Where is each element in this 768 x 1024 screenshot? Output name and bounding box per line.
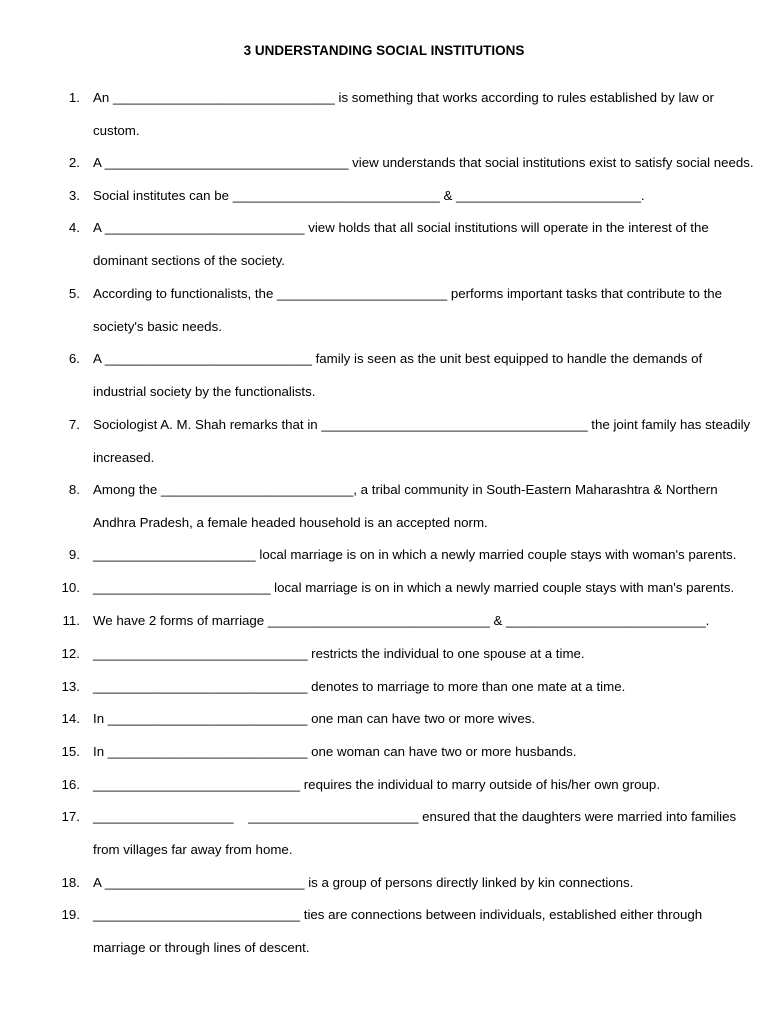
question-number: 14. xyxy=(61,711,80,726)
question-text: _____________________________ denotes to marriage to more than one mate at a time. xyxy=(93,679,626,694)
question-number: 19. xyxy=(61,907,80,922)
question-text: According to functionalists, the _______________________ performs important tasks that contribute to the xyxy=(93,286,723,301)
question-number: 11. xyxy=(62,613,80,628)
question-text: A ___________________________ is a group of persons directly linked by kin connections. xyxy=(93,875,634,890)
question-number: 2. xyxy=(68,155,80,170)
question-number: 3. xyxy=(68,188,80,203)
question-number: 17. xyxy=(61,809,80,824)
question-text: In ___________________________ one woman can have two or more husbands. xyxy=(93,744,577,759)
question-text: In ___________________________ one man can have two or more wives. xyxy=(93,711,536,726)
question-number: 12. xyxy=(61,646,80,661)
question-number: 5. xyxy=(68,286,80,301)
question-text: Andhra Pradesh, a female headed household is an accepted norm. xyxy=(93,515,488,530)
question-text: ______________________ local marriage is on in which a newly married couple stays with woman's parents. xyxy=(93,547,737,562)
question-text: We have 2 forms of marriage ______________________________ & ___________________________. xyxy=(93,613,710,628)
question-number: 8. xyxy=(68,482,80,497)
question-text: A ___________________________ view holds that all social institutions will operate in the interest of the xyxy=(93,220,709,235)
question-number: 18. xyxy=(61,875,80,890)
question-text: increased. xyxy=(93,450,155,465)
question-text: custom. xyxy=(93,123,140,138)
question-number: 4. xyxy=(68,220,80,235)
question-text: industrial society by the functionalists. xyxy=(93,384,316,399)
question-text: ________________________ local marriage is on in which a newly married couple stays with man's parents. xyxy=(93,580,735,595)
question-number: 13. xyxy=(61,679,80,694)
question-text: Among the __________________________, a tribal community in South-Eastern Maharashtra & Northern xyxy=(93,482,718,497)
question-text: ___________________ _______________________ ensured that the daughters were married into families xyxy=(93,809,737,824)
worksheet-title: 3 UNDERSTANDING SOCIAL INSTITUTIONS xyxy=(243,43,525,58)
question-text: An ______________________________ is something that works according to rules established by law or xyxy=(93,90,714,105)
question-number: 7. xyxy=(68,417,80,432)
question-text: dominant sections of the society. xyxy=(93,253,285,268)
question-number: 10. xyxy=(61,580,80,595)
question-text: ____________________________ ties are connections between individuals, established either through xyxy=(93,907,703,922)
question-text: A _________________________________ view understands that social institutions exist to satisfy social needs. xyxy=(93,155,754,170)
question-text: Social institutes can be ____________________________ & _________________________. xyxy=(93,188,645,203)
question-number: 15. xyxy=(61,744,80,759)
question-text: Sociologist A. M. Shah remarks that in ____________________________________ the joint family has steadily xyxy=(93,417,751,432)
question-text: A ____________________________ family is seen as the unit best equipped to handle the demands of xyxy=(93,351,703,366)
question-text: _____________________________ restricts the individual to one spouse at a time. xyxy=(93,646,585,661)
question-number: 9. xyxy=(68,547,80,562)
question-text: society's basic needs. xyxy=(93,319,222,334)
question-text: marriage or through lines of descent. xyxy=(93,940,310,955)
question-number: 1. xyxy=(68,90,80,105)
question-number: 6. xyxy=(68,351,80,366)
question-text: ____________________________ requires the individual to marry outside of his/her own group. xyxy=(93,777,661,792)
question-number: 16. xyxy=(61,777,80,792)
question-text: from villages far away from home. xyxy=(93,842,293,857)
